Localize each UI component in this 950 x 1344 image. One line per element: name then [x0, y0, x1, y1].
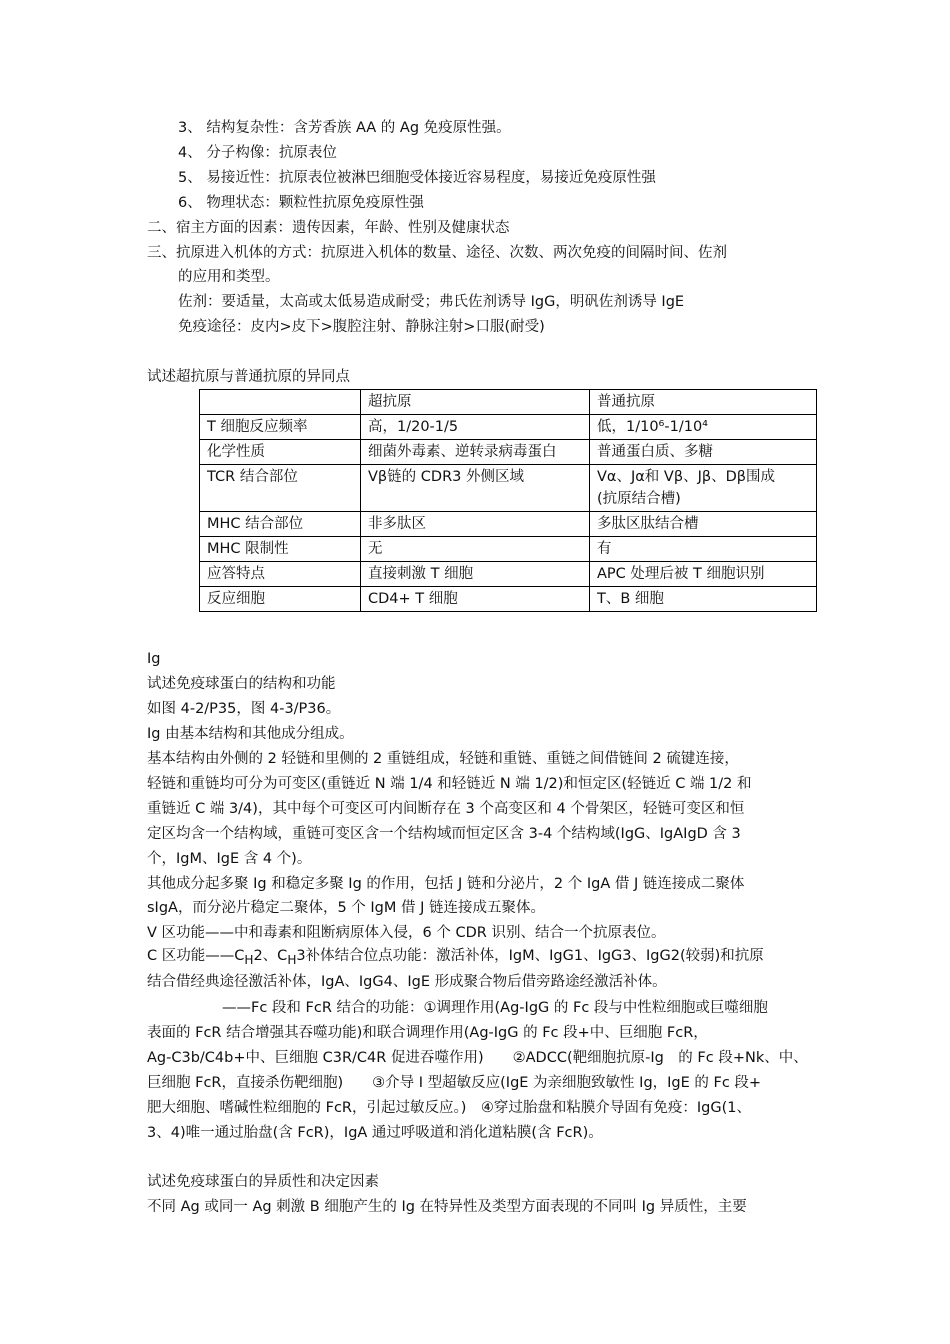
table-row: [200, 562, 817, 587]
adjuvant-line: 佐剂：要适量，太高或太低易造成耐受；弗氏佐剂诱导 IgG，明矾佐剂诱导 IgE: [178, 294, 685, 310]
table-cell: 无: [361, 537, 590, 562]
table-row: [200, 537, 817, 562]
route-line: 免疫途径：皮内>皮下>腹腔注射、静脉注射>口服(耐受): [178, 319, 545, 335]
table-header-superantigen: 超抗原: [361, 390, 590, 415]
ig-basic-line: 定区均含一个结构域，重链可变区含一个结构域而恒定区含 3-4 个结构域(IgG、IgAIgD 含 3: [147, 826, 741, 842]
ig-heading: Ig: [147, 651, 161, 667]
table-cell: 低，1/10⁶-1/10⁴: [590, 415, 817, 440]
table-cell: 有: [590, 537, 817, 562]
table-row: [200, 465, 817, 512]
hetero-line1: 不同 Ag 或同一 Ag 刺激 B 细胞产生的 Ig 在特异性及类型方面表现的不同叫 Ig 异质性，主要: [147, 1199, 747, 1215]
c-sub-h: H: [287, 952, 297, 967]
table-row: [200, 415, 817, 440]
factor-item-4: 4、 分子构像：抗原表位: [178, 145, 337, 161]
table-row: [200, 512, 817, 537]
ig-figure-ref: 如图 4-2/P35，图 4-3/P36。: [147, 701, 341, 717]
ig-basic-line: 基本结构由外侧的 2 轻链和里侧的 2 重链组成，轻链和重链、重链之间借链间 2 硫键连接，: [147, 751, 739, 767]
comparison-table: [199, 389, 817, 612]
factor-item-3: 3、 结构复杂性：含芳香族 AA 的 Ag 免疫原性强。: [178, 120, 511, 136]
tcr-cell-line1: Vα、Jα和 Vβ、Jβ、Dβ围成: [597, 469, 776, 485]
c-region-mid: 2、C: [253, 948, 288, 964]
table-cell: MHC 限制性: [200, 537, 361, 562]
ig-fc-line: ——Fc 段和 FcR 结合的功能：①调理作用(Ag-IgG 的 Fc 段与中性粒细胞或巨噬细胞: [222, 1000, 768, 1016]
table-cell: 高，1/20-1/5: [361, 415, 590, 440]
ig-c-region-line2: 结合借经典途径激活补体，IgA、IgG4、IgE 形成聚合物后借旁路途经激活补体。: [147, 974, 667, 990]
table-cell: CD4+ T 细胞: [361, 587, 590, 612]
table-cell: 直接刺激 T 细胞: [361, 562, 590, 587]
ig-fc-line: Ag-C3b/C4b+中、巨细胞 C3R/C4R 促进吞噬作用) ②ADCC(靶细胞抗原-Ig 的 Fc 段+Nk、中、: [147, 1050, 808, 1066]
table-cell: APC 处理后被 T 细胞识别: [590, 562, 817, 587]
table-cell: 应答特点: [200, 562, 361, 587]
entry-method-line1: 三、抗原进入机体的方式：抗原进入机体的数量、途径、次数、两次免疫的间隔时间、佐剂: [147, 245, 727, 261]
ig-basic-line: 个，IgM、IgE 含 4 个)。: [147, 851, 312, 867]
table-header-row: [200, 390, 817, 415]
c-region-prefix: C 区功能——C: [147, 948, 245, 964]
ig-c-region-line1: [147, 946, 764, 970]
table-cell: 反应细胞: [200, 587, 361, 612]
ig-title: 试述免疫球蛋白的结构和功能: [147, 676, 336, 692]
factor-item-5: 5、 易接近性：抗原表位被淋巴细胞受体接近容易程度，易接近免疫原性强: [178, 170, 656, 186]
compare-title: 试述超抗原与普通抗原的异同点: [147, 369, 350, 385]
tcr-cell-line2: (抗原结合槽): [597, 491, 681, 507]
ig-fc-line: 肥大细胞、嗜碱性粒细胞的 FcR，引起过敏反应。) ④穿过胎盘和粘膜介导固有免疫：IgG(1、: [147, 1100, 751, 1116]
table-cell: Vβ链的 CDR3 外侧区域: [361, 465, 590, 512]
table-cell: TCR 结合部位: [200, 465, 361, 512]
table-header-common-antigen: 普通抗原: [590, 390, 817, 415]
host-factors: 二、宿主方面的因素：遗传因素，年龄、性别及健康状态: [147, 220, 510, 236]
entry-method-line2: 的应用和类型。: [178, 269, 280, 285]
table-cell: [200, 390, 361, 415]
c-sub-h: H: [244, 952, 254, 967]
table-row: [200, 440, 817, 465]
ig-fc-line: 3、4)唯一通过胎盘(含 FcR)，IgA 通过呼吸道和消化道粘膜(含 FcR)。: [147, 1125, 603, 1141]
table-cell: T、B 细胞: [590, 587, 817, 612]
table-cell: T 细胞反应频率: [200, 415, 361, 440]
ig-fc-line: 巨细胞 FcR，直接杀伤靶细胞) ③介导 I 型超敏反应(IgE 为亲细胞致敏性 Ig，IgE 的 Fc 段+: [147, 1075, 762, 1091]
table-cell: 非多肽区: [361, 512, 590, 537]
table-cell: MHC 结合部位: [200, 512, 361, 537]
ig-basic-line: 重链近 C 端 3/4)，其中每个可变区可内间断存在 3 个高变区和 4 个骨架区，轻链可变区和恒: [147, 801, 745, 817]
table-cell: 多肽区肽结合槽: [590, 512, 817, 537]
hetero-title: 试述免疫球蛋白的异质性和决定因素: [147, 1174, 379, 1190]
ig-other-line: sIgA，而分泌片稳定二聚体，5 个 IgM 借 J 链连接成五聚体。: [147, 900, 545, 916]
c-region-rest: 3补体结合位点功能：激活补体，IgM、IgG1、IgG3、IgG2(较弱)和抗原: [296, 948, 764, 964]
table-cell: 普通蛋白质、多糖: [590, 440, 817, 465]
factor-item-6: 6、 物理状态：颗粒性抗原免疫原性强: [178, 195, 424, 211]
ig-v-region: V 区功能——中和毒素和阻断病原体入侵，6 个 CDR 识别、结合一个抗原表位。: [147, 925, 666, 941]
ig-composition: Ig 由基本结构和其他成分组成。: [147, 726, 354, 742]
table-cell: [590, 465, 817, 512]
ig-basic-line: 轻链和重链均可分为可变区(重链近 N 端 1/4 和轻链近 N 端 1/2)和恒定区(轻链近 C 端 1/2 和: [147, 776, 752, 792]
ig-other-line: 其他成分起多聚 Ig 和稳定多聚 Ig 的作用，包括 J 链和分泌片，2 个 IgA 借 J 链连接成二聚体: [147, 876, 745, 892]
table-cell: 细菌外毒素、逆转录病毒蛋白: [361, 440, 590, 465]
table-row: [200, 587, 817, 612]
table-cell: 化学性质: [200, 440, 361, 465]
ig-fc-line: 表面的 FcR 结合增强其吞噬功能)和联合调理作用(Ag-IgG 的 Fc 段+中、巨细胞 FcR，: [147, 1025, 708, 1041]
